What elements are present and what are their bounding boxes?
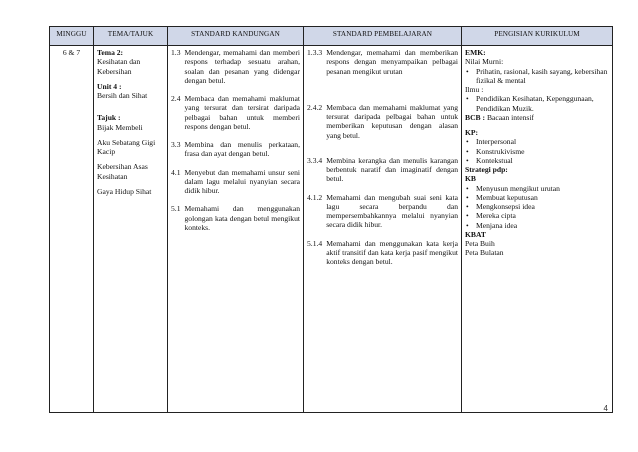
kandungan-item: [171, 140, 300, 159]
tema-item: Aku Sebatang Gigi Kacip: [97, 137, 156, 156]
list-item: • Pendidikan Kesihatan, Kepenggunaan, Pendidikan Muzik.: [474, 94, 609, 113]
tema-item: Kebersihan Asas Kesihatan: [97, 162, 148, 181]
ilmu-list: [465, 94, 609, 113]
emk-label: EMK:: [465, 48, 486, 57]
kp-label: KP:: [465, 128, 479, 137]
kandungan-text: Membina dan menulis perkataan, frasa dan ayat dengan betul.: [184, 140, 300, 159]
tema-label: Tema 2:: [97, 48, 124, 57]
list-item: • Menjana idea: [474, 221, 609, 230]
kandungan-item: [171, 204, 300, 232]
tajuk-label: Tajuk :: [97, 113, 121, 123]
rpt-table: [49, 26, 613, 413]
tema-item: Gaya Hidup Sihat: [97, 186, 152, 196]
list-item: • Kontekstual: [474, 156, 609, 165]
header-pembelajaran: STANDARD PEMBELAJARAN: [304, 27, 462, 46]
bcb-text: Bacaan intensif: [485, 112, 534, 122]
nilai-label: Nilai Murni:: [465, 57, 504, 67]
kandungan-no: 3.3: [171, 140, 181, 149]
pembelajaran-text: Membina kerangka dan menulis karangan berbentuk naratif dan imaginatif dengan betul.: [326, 155, 458, 184]
kandungan-no: 2.4: [171, 94, 181, 103]
table-row: [50, 46, 613, 413]
list-item: • Membuat keputusan: [474, 193, 609, 202]
kbat-item: Peta Buih: [465, 239, 495, 248]
pembelajaran-no: 4.1.2: [307, 192, 323, 202]
list-item: • Mereka cipta: [474, 211, 609, 220]
kb-label: KB: [465, 174, 476, 184]
header-kurikulum: PENGISIAN KURIKULUM: [462, 27, 613, 46]
pembelajaran-text: Mendengar, memahami dan memberikan respons dengan menyampaikan pelbagai pesanan mengikut urutan: [326, 48, 458, 76]
kandungan-no: 5.1: [171, 204, 181, 214]
kandungan-cell: [168, 46, 304, 413]
minggu-cell: 6 & 7: [50, 46, 94, 413]
list-item: • Konstrukivisme: [474, 147, 609, 156]
list-item: • Prihatin, rasional, kasih sayang, kebersihan fizikal & mental: [474, 67, 609, 86]
kandungan-no: 1.3: [171, 48, 181, 57]
pembelajaran-item: [307, 239, 458, 267]
tema-cell: [94, 46, 168, 413]
unit-title: Bersih dan Sihat: [97, 91, 148, 100]
pembelajaran-text: Memahami dan mengubah suai seni kata lagu secara berpandu dan mempersembahkannya melalui nyanyian secara didik hibur.: [326, 192, 458, 230]
pembelajaran-item: [307, 156, 458, 184]
pembelajaran-item: [307, 103, 458, 140]
kp-list: [465, 137, 609, 165]
kb-list: [465, 184, 609, 230]
pembelajaran-no: 2.4.2: [307, 102, 323, 112]
header-minggu: MINGGU: [50, 27, 94, 46]
list-item: • Mengkonsepsi idea: [474, 202, 609, 211]
kurikulum-cell: [462, 46, 613, 413]
kandungan-no: 4.1: [171, 167, 181, 177]
pembelajaran-no: 1.3.3: [307, 48, 323, 57]
kandungan-text: Mendengar, memahami dan memberi respons terhadap sesuatu arahan, soalan dan pesanan yang didengar dengan betul.: [184, 48, 300, 85]
pembelajaran-text: Memahami dan menggunakan kata kerja aktif transitif dan kata kerja pasif mengikut konteks dengan betul.: [326, 238, 458, 266]
list-item: • Menyusun mengikut urutan: [474, 184, 609, 193]
kandungan-text: Memahami dan menggunakan golongan kata dengan betul mengikut konteks.: [184, 204, 300, 232]
header-row: [50, 27, 613, 46]
kbat-label: KBAT: [465, 229, 486, 239]
tajuk-title: Bijak Membeli: [97, 122, 143, 132]
pembelajaran-no: 5.1.4: [307, 238, 323, 248]
bcb-line: [465, 113, 609, 122]
header-tema: TEMA/TAJUK: [94, 27, 168, 46]
kandungan-text: Menyebut dan memahami unsur seni dalam lagu melalui nyanyian secara didik hibur.: [184, 167, 300, 195]
unit-label: Unit 4 :: [97, 81, 122, 91]
kandungan-text: Membaca dan memahami maklumat yang tersurat dan tersirat daripada pelbagai bahan untuk memberi respons dengan betul.: [184, 94, 300, 131]
pembelajaran-item: [307, 193, 458, 230]
header-kandungan: STANDARD KANDUNGAN: [168, 27, 304, 46]
pembelajaran-no: 3.3.4: [307, 155, 323, 165]
kandungan-item: [171, 94, 300, 131]
list-item: • Interpersonal: [474, 137, 609, 146]
page-number: 4: [603, 404, 608, 413]
pembelajaran-text: Membaca dan memahami maklumat yang tersurat daripada pelbagai bahan untuk memberikan keputusan dengan alasan yang betul.: [326, 102, 458, 140]
pembelajaran-item: [307, 48, 458, 76]
ilmu-label: Ilmu :: [465, 85, 484, 94]
kandungan-item: [171, 168, 300, 196]
tema-title: Kesihatan dan Kebersihan: [97, 57, 141, 76]
strategi-label: Strategi pdp:: [465, 165, 508, 174]
bcb-label: BCB :: [465, 112, 486, 122]
kbat-item: Peta Bulatan: [465, 248, 504, 258]
pembelajaran-cell: [304, 46, 462, 413]
kandungan-item: [171, 48, 300, 85]
nilai-list: [465, 67, 609, 86]
